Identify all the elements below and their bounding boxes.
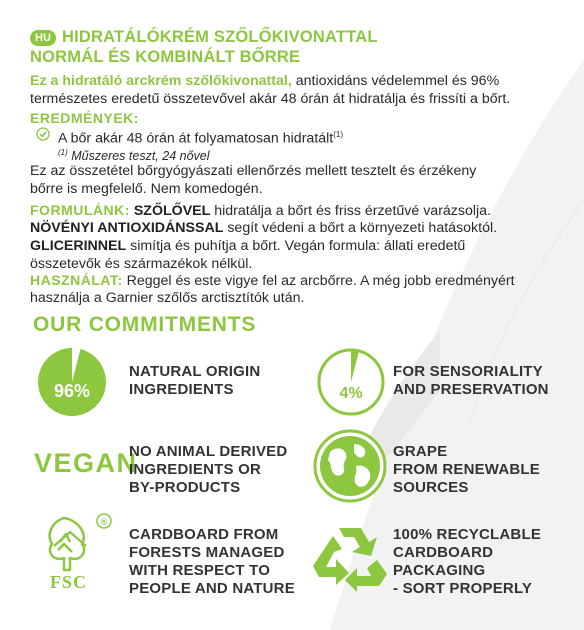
intro-line-1 bbox=[30, 72, 550, 91]
earth-icon bbox=[312, 428, 388, 504]
results-footnote: $^{(1)}$ Műszeres teszt, 24 nővel bbox=[58, 148, 210, 164]
derm-line-1: Ez az összetétel bőrgyógyászati ellenőrzés mellett tesztelt és érzékeny bbox=[30, 163, 477, 179]
results-label: EREDMÉNYEK: bbox=[30, 110, 139, 126]
formula-line-3: GLICERINNEL simítja és puhítja a bőrt. Vegán formula: állati eredetű bbox=[30, 238, 466, 254]
commitment-natural-origin: NATURAL ORIGIN INGREDIENTS bbox=[129, 363, 261, 398]
formula-line-2: NÖVÉNYI ANTIOXIDÁNSSAL segít védeni a bőrt a környezeti hatásoktól. bbox=[30, 220, 498, 236]
commitment-recyclable: 100% RECYCLABLE CARDBOARD PACKAGING - SORT PROPERLY bbox=[393, 526, 542, 597]
commitment-no-animal: NO ANIMAL DERIVED INGREDIENTS OR BY-PRODUCTS bbox=[129, 443, 288, 496]
fsc-label: FSC bbox=[50, 572, 88, 592]
formula-line-4: összetevők és származékok nélkül. bbox=[30, 256, 253, 272]
intro-rest: antioxidáns védelemmel és 96% bbox=[291, 73, 500, 89]
registered-mark: ® bbox=[100, 517, 108, 527]
commitment-grape: GRAPE FROM RENEWABLE SOURCES bbox=[393, 443, 540, 496]
results-claim: A bőr akár 48 órán át folyamatosan hidratált$^{(1)}$ bbox=[58, 130, 344, 147]
formula-line-1: FORMULÁNK: SZŐLŐVEL hidratálja a bőrt és friss érzetűvé varázsolja. bbox=[30, 202, 492, 219]
commitments-title: OUR COMMITMENTS bbox=[33, 313, 257, 336]
fsc-tree-icon bbox=[38, 512, 118, 574]
title-line-2: NORMÁL ÉS KOMBINÁLT BŐRRE bbox=[30, 48, 301, 66]
usage-line-1: HASZNÁLAT: Reggel és este vigye fel az arcbőrre. A még jobb eredményért bbox=[30, 272, 515, 289]
intro-lead: Ez a hidratáló arckrém szőlőkivonattal, bbox=[30, 73, 292, 89]
pie-96-icon bbox=[36, 346, 108, 418]
language-badge: HU bbox=[30, 30, 56, 46]
commitment-sensoriality: FOR SENSORIALITY AND PRESERVATION bbox=[393, 363, 549, 398]
recycle-icon bbox=[311, 522, 389, 592]
derm-line-2: bőrre is megfelelő. Nem komedogén. bbox=[30, 181, 263, 197]
check-circle-icon bbox=[36, 127, 50, 141]
intro-line-2: természetes eredetű összetevővel akár 48 órán át hidratálja és frissíti a bőrt. bbox=[30, 91, 511, 107]
pie-4-icon bbox=[315, 346, 387, 418]
title-line-1: HIDRATÁLÓKRÉM SZŐLŐKIVONATTAL bbox=[62, 28, 378, 46]
pie-4-label: 4% bbox=[339, 385, 363, 402]
product-title bbox=[30, 27, 570, 67]
pie-96-label: 96% bbox=[53, 381, 91, 401]
usage-line-2: használja a Garnier szőlős arctisztítók után. bbox=[30, 290, 305, 306]
commitment-fsc-cardboard: CARDBOARD FROM FORESTS MANAGED WITH RESPECT TO PEOPLE AND NATURE bbox=[129, 526, 295, 597]
vegan-label: VEGAN bbox=[34, 448, 138, 478]
